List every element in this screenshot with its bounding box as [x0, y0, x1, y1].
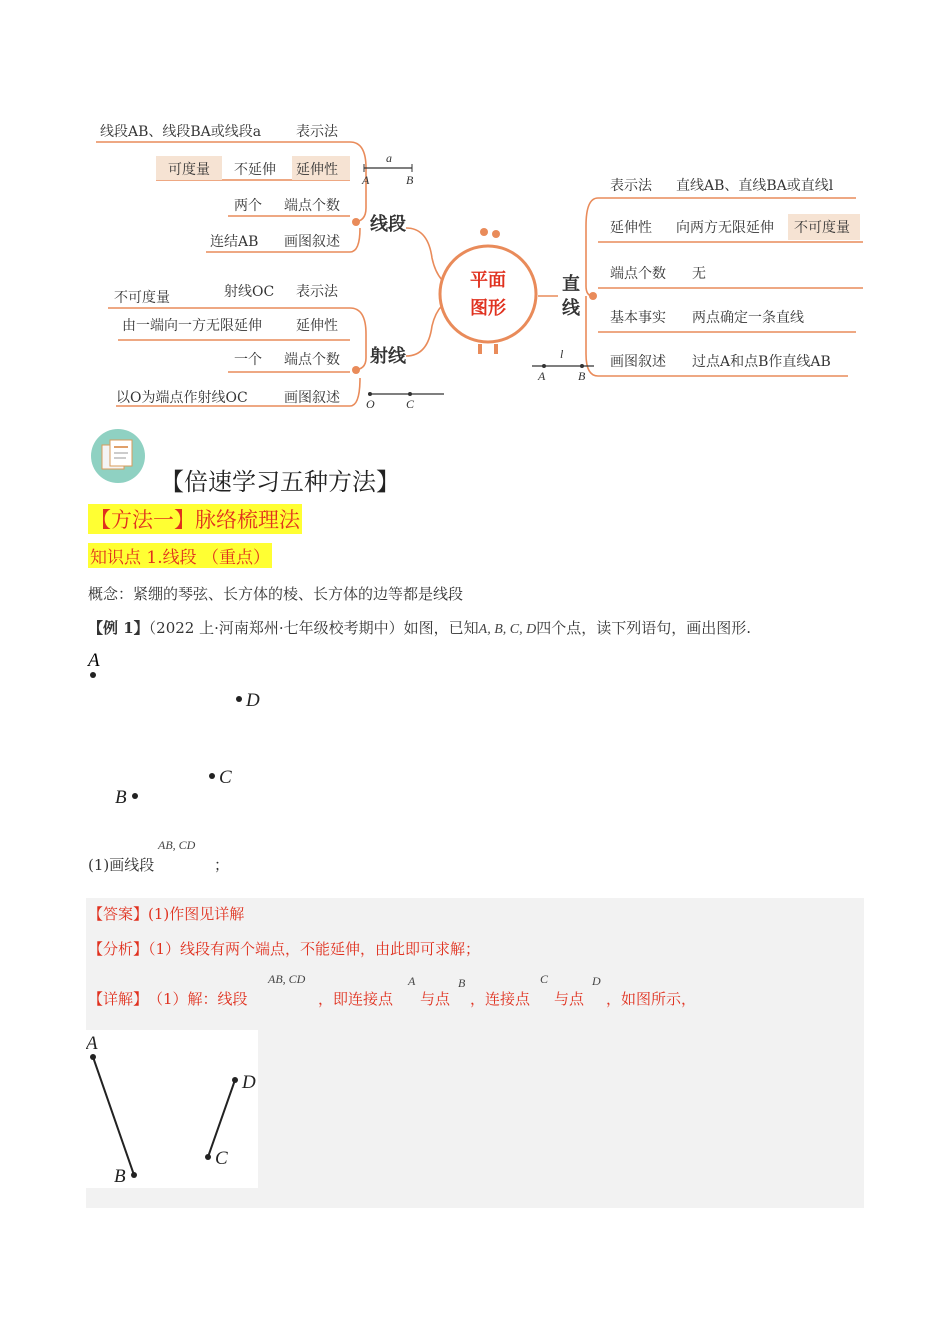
example-line [88, 617, 751, 638]
fig1-label-A: A [88, 650, 100, 671]
seg-fig-A: A [362, 173, 370, 187]
line-fig-l: l [560, 347, 564, 361]
example-points: A, B, C, D [478, 622, 537, 637]
detail-text-4: ，连接点 [470, 990, 531, 1008]
ray-draw-key: 画图叙述 [284, 390, 340, 406]
seg-fig-a: a [386, 151, 392, 165]
detail-text-1: （1）解：线段 [148, 990, 248, 1008]
line-figure [532, 347, 594, 383]
fig2-point-A [90, 1054, 96, 1060]
line-draw-key: 画图叙述 [610, 354, 666, 370]
segment-figure [361, 151, 414, 187]
section-title: 【倍速学习五种方法】 [160, 468, 400, 496]
answer-text: (1)作图见详解 [148, 905, 245, 923]
line-fig-A: A [538, 369, 546, 383]
detail-text-2: ，即连接点 [318, 990, 394, 1008]
fig2-label-A: A [86, 1033, 98, 1054]
fig2-label-B: B [114, 1166, 126, 1187]
example-label: 【例 1】 [88, 619, 149, 637]
fig1-point-C [209, 773, 215, 779]
knowledge-point-heading: 知识点 1.线段 （重点） [88, 543, 272, 568]
analysis-label: 【分析】 [88, 940, 149, 958]
fig2-point-D [232, 1077, 238, 1083]
line-notation-value: 直线AB、直线BA或直线l [676, 178, 834, 194]
ray-figure [366, 392, 444, 411]
seg-endpoints-value: 两个 [234, 198, 262, 214]
ray-fig-O: O [366, 397, 375, 411]
fig2-point-B [131, 1172, 137, 1178]
segment-branch-label: 线段 [370, 214, 406, 235]
ray-draw-value: 以O为端点作射线OC [116, 390, 248, 406]
line-fact-key: 基本事实 [610, 310, 666, 326]
question-prefix: (1)画线段 [88, 856, 155, 874]
seg-notation-value: 线段AB、线段BA或线段a [100, 124, 262, 140]
fig2-label-D: D [242, 1072, 256, 1093]
line-branch-label-1: 直 [562, 274, 580, 295]
line-draw-value: 过点A和点B作直线AB [692, 354, 831, 370]
line-extend-value: 向两方无限延伸 [676, 220, 774, 236]
ray-endpoints-key: 端点个数 [284, 352, 340, 368]
seg-draw-value: 连结AB [210, 234, 259, 250]
concept-text: 概念：紧绷的琴弦、长方体的棱、长方体的边等都是线段 [88, 585, 464, 603]
line-extend-key: 延伸性 [610, 220, 652, 236]
question-math: AB, CD [158, 838, 196, 852]
line-measurable: 不可度量 [794, 220, 850, 236]
fig1-point-B [132, 793, 138, 799]
detail-math-A: A [408, 974, 416, 988]
seg-endpoints-key: 端点个数 [284, 198, 340, 214]
line-notation-key: 表示法 [610, 178, 652, 194]
ray-measurable: 不可度量 [114, 290, 170, 306]
ray-branch-label: 射线 [370, 346, 406, 367]
ray-notation-value: 射线OC [224, 284, 275, 300]
analysis-line [88, 938, 480, 959]
seg-measurable: 可度量 [168, 162, 210, 178]
answer-figure [86, 1030, 258, 1188]
seg-extend-key: 延伸性 [296, 162, 338, 178]
points-figure [82, 646, 282, 812]
detail-text-5: 与点 [554, 990, 585, 1008]
seg-draw-key: 画图叙述 [284, 234, 340, 250]
center-circle [440, 246, 536, 342]
fig1-label-C: C [219, 767, 232, 788]
ray-fig-C: C [406, 397, 415, 411]
center-label-2: 图形 [470, 298, 506, 319]
method-heading: 【方法一】脉络梳理法 [88, 504, 302, 534]
fig1-label-B: B [115, 787, 127, 808]
detail-math-C: C [540, 972, 549, 986]
example-source: （2022 上·河南郑州·七年级校考期中）如图，已知 [148, 619, 479, 637]
detail-text-6: ，如图所示， [606, 990, 697, 1008]
line-endpoints-value: 无 [692, 266, 706, 282]
fig1-point-A [90, 672, 96, 678]
line-fact-value: 两点确定一条直线 [692, 310, 804, 326]
fig1-label-D: D [246, 690, 260, 711]
document-icon [90, 428, 146, 484]
detail-math-B: B [458, 976, 466, 990]
ray-extend-key: 延伸性 [296, 318, 338, 334]
detail-label: 【详解】 [88, 990, 149, 1008]
detail-text-3: 与点 [420, 990, 451, 1008]
detail-math-ab-cd: AB, CD [268, 972, 306, 986]
answer-label: 【答案】 [88, 905, 149, 923]
analysis-text: （1）线段有两个端点，不能延伸，由此即可求解； [148, 940, 481, 958]
ray-endpoints-value: 一个 [234, 352, 262, 368]
line-branch-label-2: 线 [562, 298, 580, 319]
ray-extend-value: 由一端向一方无限延伸 [122, 318, 262, 334]
example-tail: 四个点，读下列语句，画出图形. [536, 619, 751, 637]
center-label-1: 平面 [470, 270, 506, 291]
fig2-label-C: C [215, 1148, 228, 1169]
detail-math-D: D [592, 974, 601, 988]
answer-line [88, 903, 244, 924]
seg-extend-value: 不延伸 [234, 162, 276, 178]
seg-fig-B: B [406, 173, 414, 187]
question-suffix: ； [214, 856, 230, 874]
ray-notation-key: 表示法 [296, 284, 338, 300]
line-endpoints-key: 端点个数 [610, 266, 666, 282]
fig2-point-C [205, 1154, 211, 1160]
mind-map [88, 108, 868, 420]
line-fig-B: B [578, 369, 586, 383]
seg-notation-key: 表示法 [296, 124, 338, 140]
fig1-point-D [236, 696, 242, 702]
